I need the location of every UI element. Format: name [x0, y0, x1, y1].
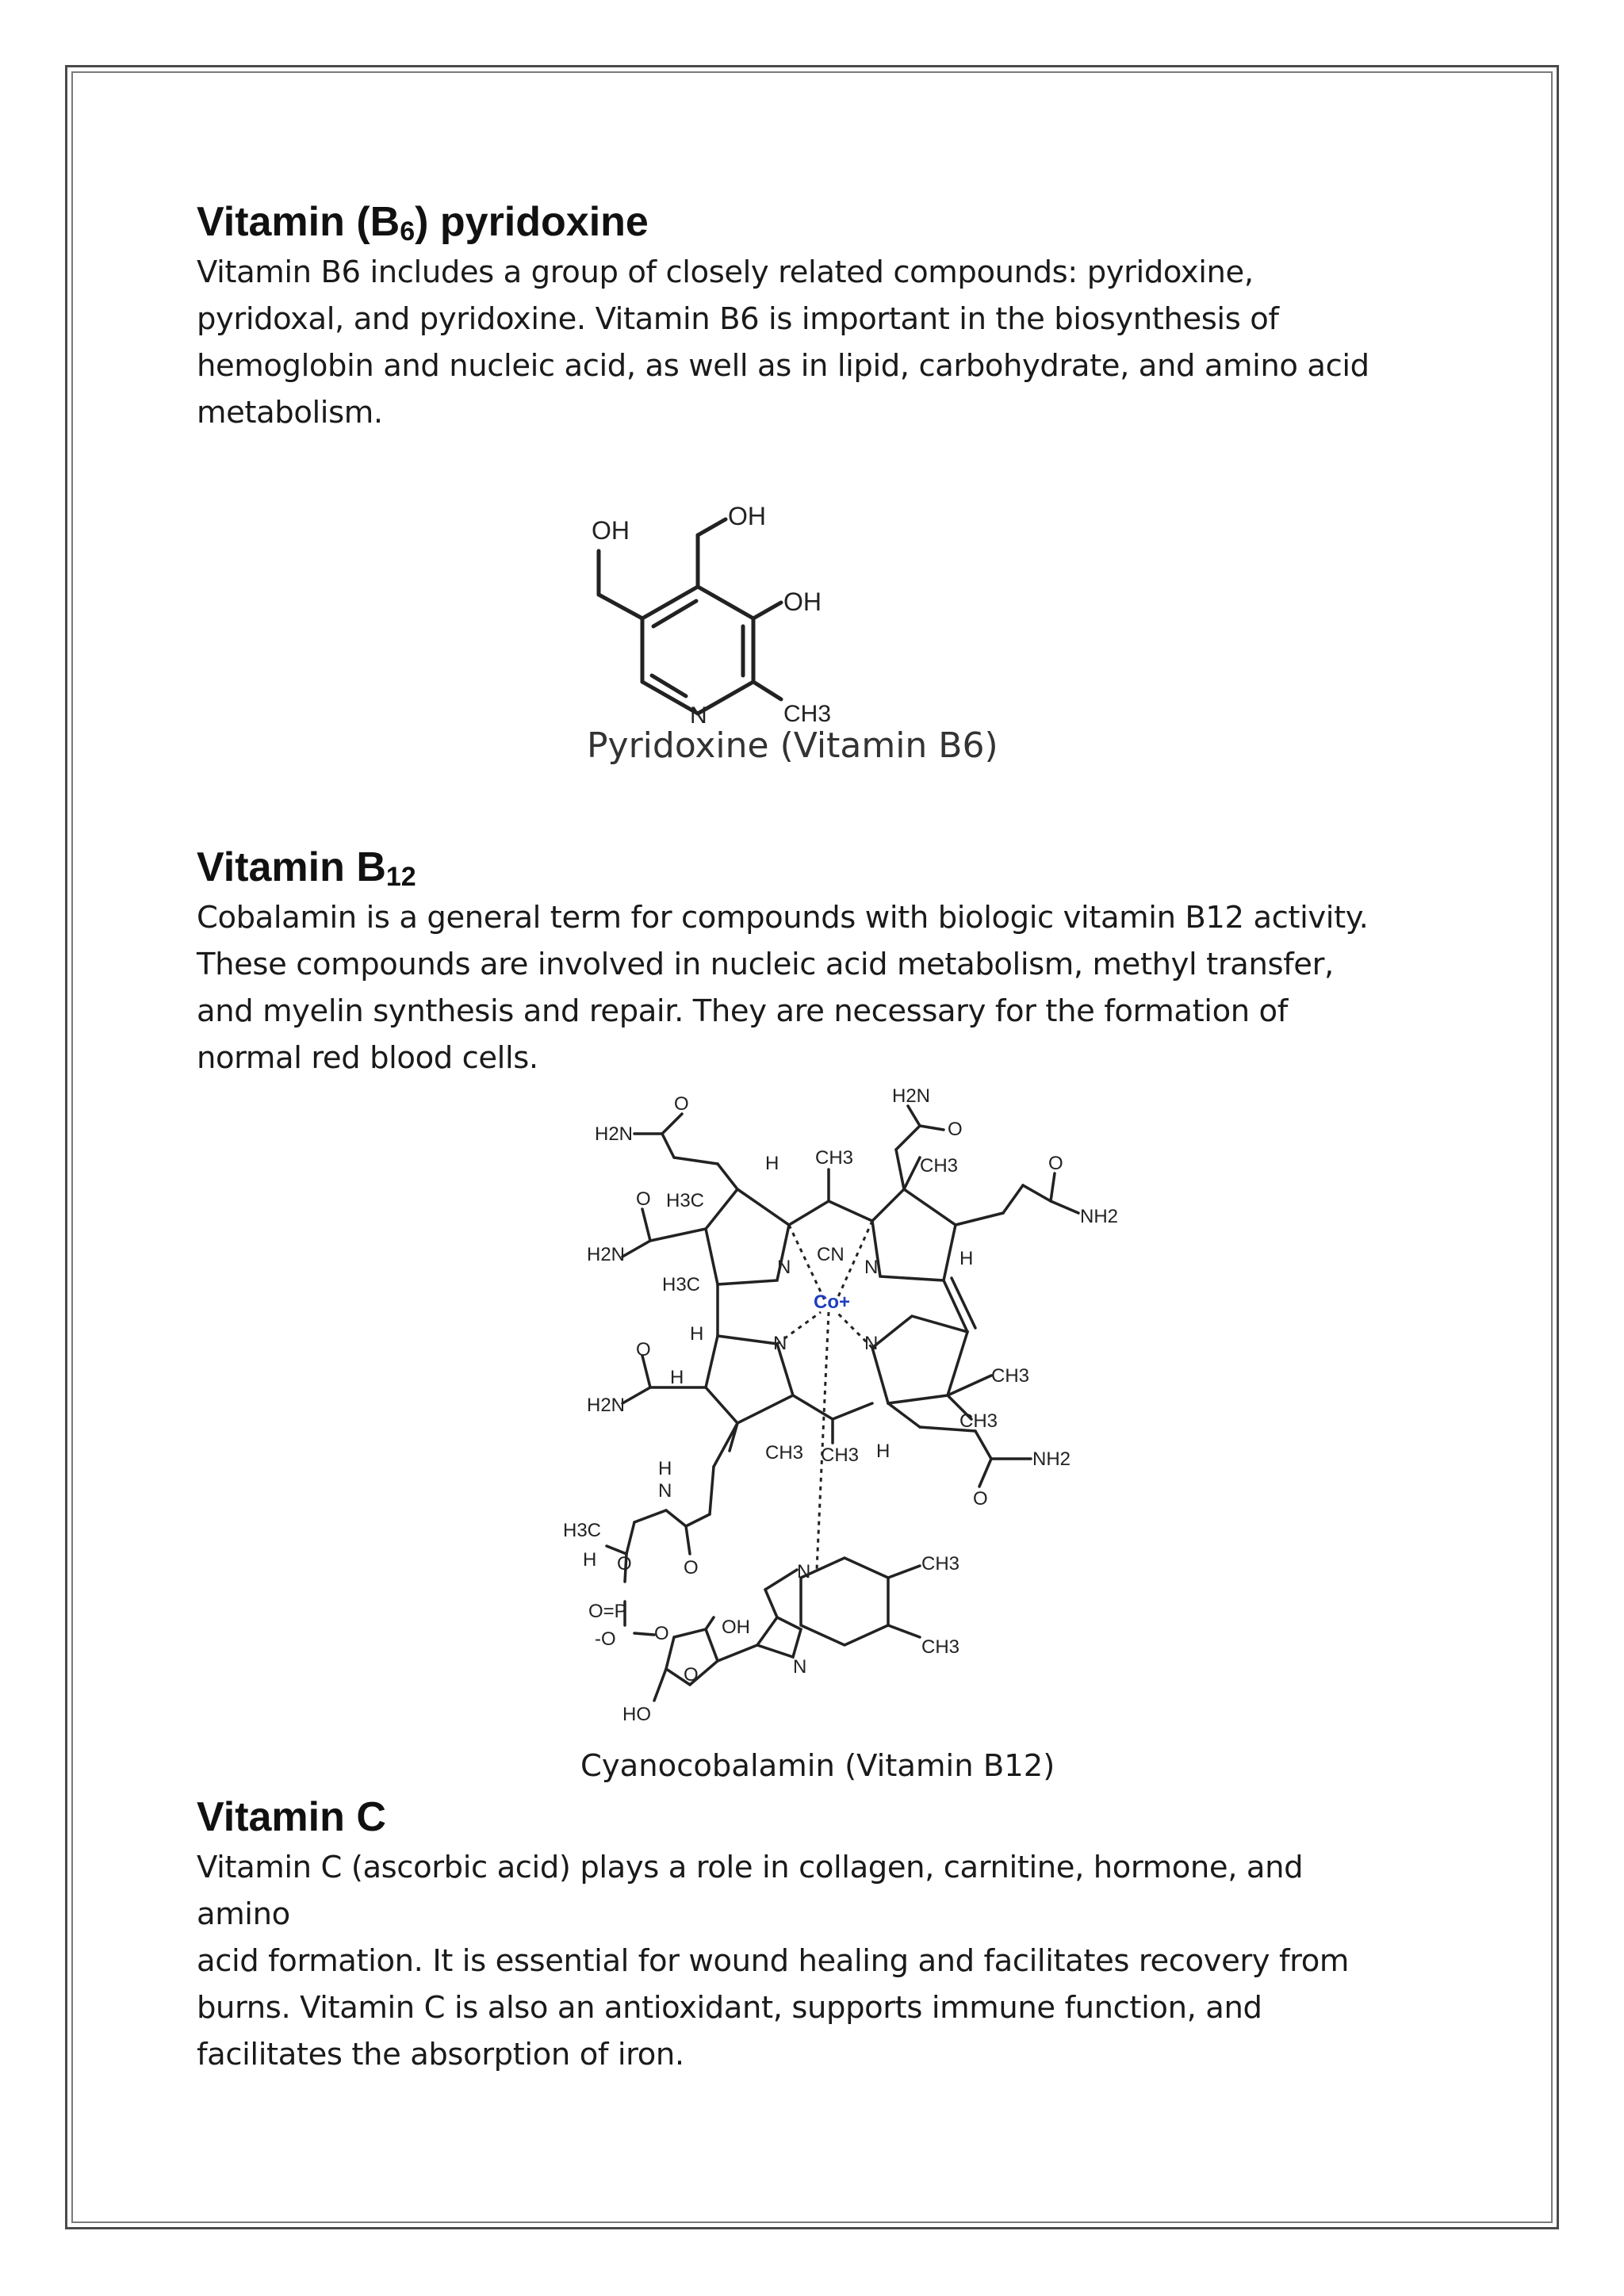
o-bottom-right: O — [973, 1488, 988, 1510]
oh-top-label: OH — [728, 502, 766, 530]
h2n-mid-left: H2N — [587, 1244, 626, 1265]
h-right: H — [959, 1248, 974, 1269]
ch3-benz-bottom: CH3 — [921, 1636, 960, 1658]
section-heading-b6: Vitamin $(B_6)$ pyridoxine — [197, 199, 649, 247]
section-body-b6: Vitamin B6 includes a group of closely related compounds: pyridoxine, pyridoxal, and pyridoxine. Vitamin B6 is important in the biosynthesis of hemoglobin and nucleic acid, as well as in lipid, carbohydrate, and amino acid metabolism. — [197, 254, 1369, 430]
cyanocobalamin-caption: Cyanocobalamin (Vitamin B12) — [580, 1748, 1055, 1784]
section-body-b12: Cobalamin is a general term for compounds with biologic vitamin B12 activity. These compounds are involved in nucleic acid metabolism, methyl transfer, and myelin synthesis and repair. They are necessary for the formation of normal red blood cells. — [197, 900, 1369, 1076]
o-amide: O — [684, 1557, 699, 1578]
cyanocobalamin-structure — [547, 1070, 1134, 1752]
o-far-right: O — [1048, 1153, 1063, 1174]
ch3-top-mid: CH3 — [815, 1147, 854, 1169]
o-mid-left: O — [636, 1188, 651, 1210]
methyl-label: CH3 — [783, 701, 832, 727]
h-left-a: H — [690, 1323, 704, 1345]
phosphate-label: O=P — [588, 1601, 627, 1622]
o-ring-label: O — [654, 1623, 669, 1644]
cn-label: CN — [817, 1244, 845, 1265]
n-benz-top: N — [797, 1561, 811, 1582]
o-top-left: O — [674, 1093, 689, 1115]
ch3-lr-b: CH3 — [959, 1410, 998, 1432]
oh-left-label: OH — [592, 516, 630, 545]
o-minus-label: -O — [595, 1628, 616, 1650]
h-left-b: H — [670, 1367, 684, 1388]
n-benz-bottom: N — [793, 1656, 807, 1678]
h2n-top-left: H2N — [595, 1123, 634, 1145]
h2n-top-right: H2N — [892, 1085, 931, 1107]
n-upper-left: N — [777, 1257, 791, 1278]
ch3-lr-a: CH3 — [991, 1365, 1030, 1387]
n-upper-right: N — [864, 1257, 879, 1278]
n-amide: N — [658, 1480, 672, 1502]
nh2-right: NH2 — [1080, 1206, 1119, 1227]
pyridoxine-caption: Pyridoxine (Vitamin B6) — [587, 725, 998, 766]
cobalt-label: Co+ — [814, 1292, 851, 1313]
h-bottom: H — [876, 1441, 891, 1462]
h3c-upper: H3C — [666, 1190, 705, 1211]
h3c-chain: H3C — [563, 1520, 602, 1541]
oh-right-label: OH — [783, 587, 822, 616]
oh-ribose-label: OH — [722, 1617, 750, 1638]
h-chain: H — [583, 1549, 597, 1571]
ch3-bottom-a: CH3 — [765, 1442, 804, 1464]
ch3-benz-top: CH3 — [921, 1553, 960, 1575]
ch3-bottom-b: CH3 — [821, 1445, 860, 1466]
h-top: H — [765, 1153, 779, 1174]
nitrogen-label: N — [690, 702, 707, 729]
ch3-top-right: CH3 — [920, 1155, 959, 1177]
o-lower-left: O — [636, 1339, 651, 1360]
section-heading-b12: Vitamin $B_{12}$ — [197, 844, 416, 892]
ho-ribose-label: HO — [622, 1704, 651, 1725]
nh2-bottom-right: NH2 — [1032, 1448, 1071, 1470]
h-amide: H — [658, 1458, 672, 1479]
h2n-lower-left: H2N — [587, 1395, 626, 1416]
section-body-c: Vitamin C (ascorbic acid) plays a role in collagen, carnitine, hormone, and amino acid formation. It is essential for wound healing and facilitates recovery from burns. Vitamin C is also an antioxidant, supports immune function, and facilitates the absorption of iron. — [197, 1850, 1350, 2072]
h3c-inner: H3C — [662, 1274, 701, 1295]
n-lower-right: N — [864, 1333, 879, 1354]
o-chain: O — [617, 1553, 632, 1575]
o-top-right: O — [948, 1119, 963, 1140]
section-heading-c: Vitamin C — [197, 1794, 386, 1840]
o-ribose-label: O — [684, 1664, 699, 1686]
n-lower-left: N — [773, 1333, 787, 1354]
